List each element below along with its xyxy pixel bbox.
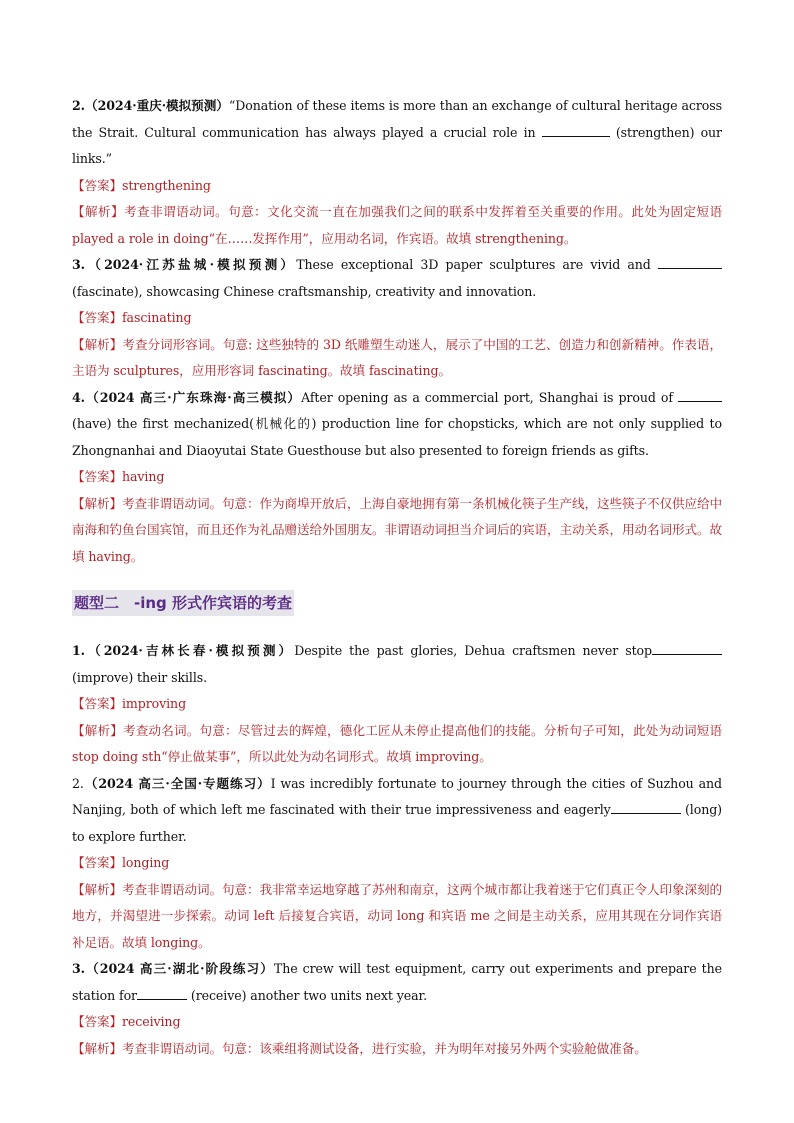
question-text: After opening as a commercial port, Shanghai is proud of xyxy=(301,389,678,405)
question-text: The crew will test equipment, carry out experiments and prepare the station for xyxy=(72,961,722,1003)
answer-value: longing xyxy=(121,855,170,870)
answer-value: strengthening xyxy=(121,177,211,193)
answer-blank xyxy=(611,799,681,814)
answer-value: having xyxy=(121,469,165,484)
answer-line: 【答案】improving xyxy=(72,696,187,711)
analysis-text: 考查动名词。句意：尽管过去的辉煌，德化工匠从未停止提高他们的技能。分析句子可知，此处为动词短语 stop doing sth“停止做某事”，所以此处为动名词形式。故填 improving。 xyxy=(72,722,722,764)
question-2b xyxy=(72,771,722,851)
document-page xyxy=(72,93,722,1062)
answer-value: receiving xyxy=(121,1014,181,1029)
question-1b xyxy=(72,638,722,691)
question-3a xyxy=(72,252,722,305)
question-text: These exceptional 3D paper sculptures are vivid and xyxy=(296,257,658,272)
question-source: 4.（2024 高三·广东珠海·高三模拟） xyxy=(72,389,302,405)
question-text: (strengthen) our links.” xyxy=(72,124,722,166)
analysis-line: 【解析】考查非谓语动词。句意：我非常幸运地穿越了苏州和南京，这两个城市都让我着迷于它们真正令人印象深刻的地方，并渴望进一步探索。动词 left 后接复合宾语，动词 long 和宾语 me 之间是主动关系，应用其现在分词作宾语补足语。故填 longing。 xyxy=(72,881,722,950)
question-text: (have) the first mechanized(机械化的) production line for chopsticks, which are not only supplied to Zhongnanhai and Diaoyutai State Guesthouse but also presented to foreign friends as gifts. xyxy=(72,416,722,458)
answer-line: 【答案】fascinating xyxy=(72,310,192,325)
answer-line: 【答案】receiving xyxy=(72,1014,181,1029)
question-2a xyxy=(72,93,722,173)
answer-line: 【答案】strengthening xyxy=(72,177,211,193)
question-text: (long) to explore further. xyxy=(72,802,722,844)
question-number: 2. xyxy=(72,775,84,791)
question-text: (fascinate), showcasing Chinese craftsmanship, creativity and innovation. xyxy=(72,283,537,299)
section-heading xyxy=(72,590,722,616)
analysis-text: 考查非谓语动词。句意：该乘组将测试设备，进行实验，并为明年对接另外两个实验舱做准备。 xyxy=(121,1040,647,1056)
question-source: 1.（2024·吉林长春·模拟预测） xyxy=(72,643,295,658)
analysis-line: 【解析】考查非谓语动词。句意：该乘组将测试设备，进行实验，并为明年对接另外两个实验舱做准备。 xyxy=(72,1040,647,1056)
analysis-line: 【解析】考查非谓语动词。句意：作为商埠开放后，上海自豪地拥有第一条机械化筷子生产线，这些筷子不仅供应给中南海和钓鱼台国宾馆，而且还作为礼品赠送给外国朋友。非谓语动词担当介词后的宾语，主动关系，用动名词形式。故填 having。 xyxy=(72,495,722,564)
question-4a xyxy=(72,385,722,465)
answer-blank xyxy=(678,387,722,402)
question-text: (receive) another two units next year. xyxy=(186,987,427,1003)
answer-blank xyxy=(542,122,610,137)
question-text: (improve) their skills. xyxy=(72,669,208,685)
question-source: 3.（2024 高三·湖北·阶段练习） xyxy=(72,961,274,976)
question-text: “Donation of these items is more than an exchange of cultural heritage across the Strait. Cultural communication has always played a crucial role in xyxy=(72,98,722,140)
analysis-line: 【解析】考查动名词。句意：尽管过去的辉煌，德化工匠从未停止提高他们的技能。分析句子可知，此处为动词短语 stop doing sth“停止做某事”，所以此处为动名词形式。故填 improving。 xyxy=(72,722,722,764)
section-title: 题型二 -ing 形式作宾语的考查 xyxy=(72,590,294,616)
question-source: 2.（2024·重庆·模拟预测） xyxy=(72,98,229,113)
analysis-text: 考查分词形容词。句意: 这些独特的 3D 纸雕塑生动迷人，展示了中国的工艺、创造力和创新精神。作表语，主语为 sculptures，应用形容词 fascinating。故填 fascinating。 xyxy=(72,336,722,378)
question-text: I was incredibly fortunate to journey through the cities of Suzhou and Nanjing, both of which left me fascinated with their true impressiveness and eagerly xyxy=(72,775,722,817)
analysis-text: 考查非谓语动词。句意：作为商埠开放后，上海自豪地拥有第一条机械化筷子生产线，这些筷子不仅供应给中南海和钓鱼台国宾馆，而且还作为礼品赠送给外国朋友。非谓语动词担当介词后的宾语，主动关系，用动名词形式。故填 having。 xyxy=(72,495,722,564)
question-text: Despite the past glories, Dehua craftsmen never stop xyxy=(294,643,652,658)
analysis-line: 【解析】考查非谓语动词。句意：文化交流一直在加强我们之间的联系中发挥着至关重要的作用。此处为固定短语 played a role in doing“在……发挥作用”，应用动名词，作宾语。故填 strengthening。 xyxy=(72,204,722,246)
answer-blank xyxy=(658,254,722,269)
answer-blank xyxy=(137,985,187,1000)
answer-line: 【答案】having xyxy=(72,469,165,484)
analysis-text: 考查非谓语动词。句意：我非常幸运地穿越了苏州和南京，这两个城市都让我着迷于它们真正令人印象深刻的地方，并渴望进一步探索。动词 left 后接复合宾语，动词 long 和宾语 me 之间是主动关系，应用其现在分词作宾语补足语。故填 longing。 xyxy=(72,881,722,950)
question-source: 3.（2024·江苏盐城·模拟预测） xyxy=(72,257,297,272)
question-source: （2024 高三·全国·专题练习） xyxy=(83,775,271,791)
analysis-line: 【解析】考查分词形容词。句意: 这些独特的 3D 纸雕塑生动迷人，展示了中国的工艺、创造力和创新精神。作表语，主语为 sculptures，应用形容词 fascinating。故填 fascinating。 xyxy=(72,336,722,378)
answer-blank xyxy=(652,640,722,655)
answer-value: fascinating xyxy=(121,310,192,325)
analysis-text: 考查非谓语动词。句意：文化交流一直在加强我们之间的联系中发挥着至关重要的作用。此处为固定短语 played a role in doing“在……发挥作用”，应用动名词，作宾语。故填 strengthening。 xyxy=(72,204,722,246)
question-3b xyxy=(72,956,722,1009)
answer-value: improving xyxy=(121,696,187,711)
answer-line: 【答案】longing xyxy=(72,855,170,870)
